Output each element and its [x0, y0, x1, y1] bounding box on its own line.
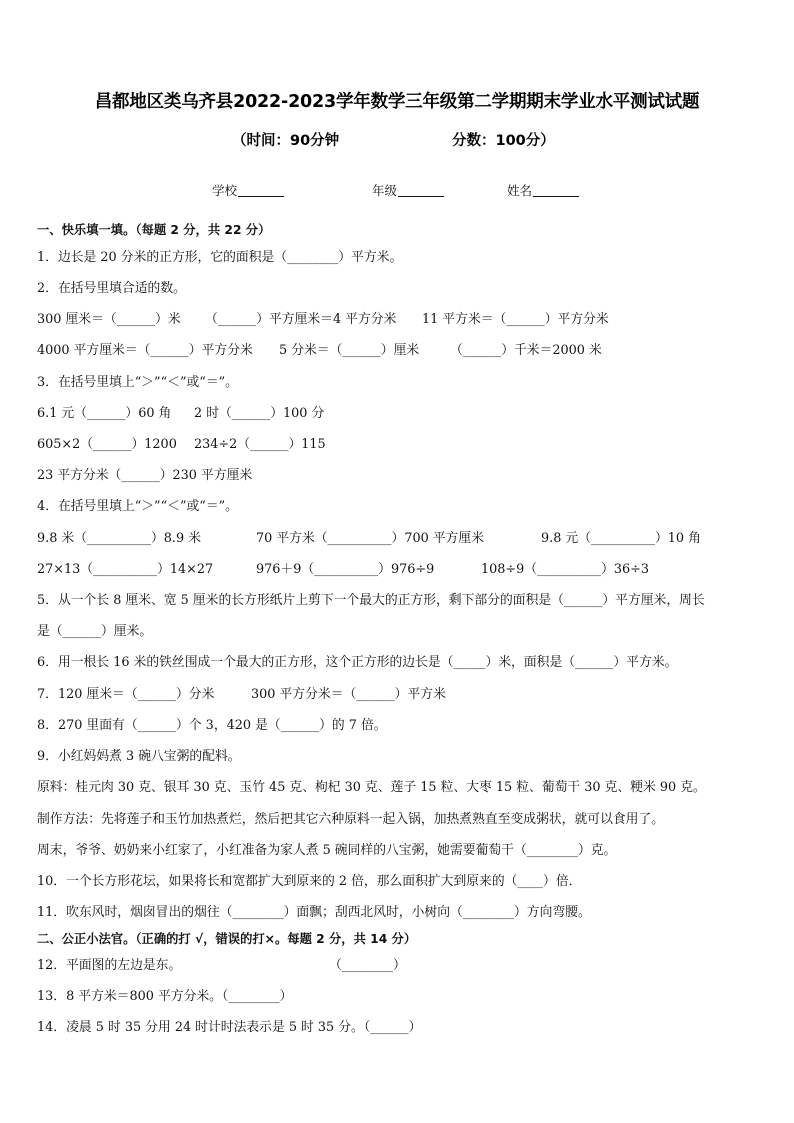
question-7a: 7．120 厘米＝（______）分米 [37, 687, 215, 702]
question-11: 11．吹东风时，烟囱冒出的烟往（________）面飘；刮西北风时，小树向（________）方向弯腰。 [37, 905, 591, 920]
name-label: 姓名 [507, 183, 533, 198]
question-4b: 70 平方米（__________）700 平方厘米 [256, 531, 485, 546]
score-label: 分数：100分） [452, 133, 555, 149]
question-2e: 5 分米＝（______）厘米 [279, 343, 420, 358]
school-field [212, 181, 284, 199]
question-3d: 234÷2（______）115 [194, 437, 326, 452]
question-8: 8．270 里面有（______）个 3，420 是（______）的 7 倍。 [37, 718, 387, 733]
grade-field [372, 181, 444, 199]
question-4: 4．在括号里填上“＞”“＜”或“＝”。 [37, 499, 238, 514]
question-9: 9．小红妈妈煮 3 碗八宝粥的配料。 [37, 749, 241, 764]
grade-label: 年级 [372, 183, 398, 198]
question-12-blank[interactable]: （________） [329, 958, 406, 973]
question-9-method: 制作方法：先将莲子和玉竹加热煮烂，然后把其它六种原料一起入锅，加热煮熟直至变成粥状，就可以食用了。 [37, 812, 665, 827]
section-1-heading: 一、快乐填一填。（每题 2 分，共 22 分） [37, 223, 271, 237]
question-14: 14．凌晨 5 时 35 分用 24 时计时法表示是 5 时 35 分。（______） [37, 1020, 422, 1035]
time-label: （时间：90分钟 [232, 133, 340, 149]
question-2: 2．在括号里填合适的数。 [37, 281, 186, 296]
question-4c: 9.8 元（__________）10 角 [541, 531, 701, 546]
question-4f: 108÷9（__________）36÷3 [481, 562, 650, 577]
question-13: 13．8 平方米＝800 平方分米。（________） [37, 989, 293, 1004]
question-3a: 6.1 元（______）60 角 [37, 406, 172, 421]
question-10: 10．一个长方形花坛，如果将长和宽都扩大到原来的 2 倍，那么面积扩大到原来的（____）倍． [37, 874, 582, 889]
section-2-heading: 二、公正小法官。（正确的打 √，错误的打×。每题 2 分，共 14 分） [37, 932, 417, 946]
question-4a: 9.8 米（__________）8.9 米 [37, 531, 202, 546]
question-6: 6．用一根长 16 米的铁丝围成一个最大的正方形，这个正方形的边长是（_____）米，面积是（______）平方米。 [37, 655, 678, 670]
question-2d: 4000 平方厘米＝（______）平方分米 [37, 343, 253, 358]
question-5-line-2: 是（______）厘米。 [37, 624, 153, 639]
question-4d: 27×13（__________）14×27 [37, 562, 214, 577]
school-label: 学校 [212, 183, 238, 198]
question-5-line-1: 5．从一个长 8 厘米、宽 5 厘米的长方形纸片上剪下一个最大的正方形，剩下部分的面积是（______）平方厘米，周长 [37, 593, 705, 608]
question-9-ingredients: 原料：桂元肉 30 克、银耳 30 克、玉竹 45 克、枸杞 30 克、莲子 15 粒、大枣 15 粒、葡萄干 30 克、粳米 90 克。 [37, 780, 706, 795]
question-3e: 23 平方分米（______）230 平方厘米 [37, 468, 253, 483]
question-2c: 11 平方米＝（______）平方分米 [422, 312, 609, 327]
question-1: 1．边长是 20 分米的正方形，它的面积是（________）平方米。 [37, 250, 403, 265]
question-3: 3．在括号里填上“＞”“＜”或“＝”。 [37, 375, 238, 390]
name-field [507, 181, 579, 199]
question-2b: （______）平方厘米＝4 平方分米 [205, 312, 397, 327]
question-3b: 2 时（______）100 分 [194, 406, 325, 421]
question-9-question: 周末，爷爷、奶奶来小红家了，小红准备为家人煮 5 碗同样的八宝粥，她需要葡萄干（________）克。 [37, 843, 617, 858]
question-2a: 300 厘米＝（______）米 [37, 312, 181, 327]
question-4e: 976＋9（__________）976÷9 [256, 562, 435, 577]
question-3c: 605×2（______）1200 [37, 437, 177, 452]
question-2f: （______）千米＝2000 米 [450, 343, 602, 358]
exam-title: 昌都地区类乌齐县2022-2023学年数学三年级第二学期期末学业水平测试试题 [94, 92, 700, 112]
question-12: 12．平面图的左边是东。 [37, 958, 182, 973]
name-blank[interactable] [533, 195, 579, 197]
question-7b: 300 平方分米＝（______）平方米 [251, 687, 446, 702]
grade-blank[interactable] [398, 195, 444, 197]
school-blank[interactable] [238, 195, 284, 197]
